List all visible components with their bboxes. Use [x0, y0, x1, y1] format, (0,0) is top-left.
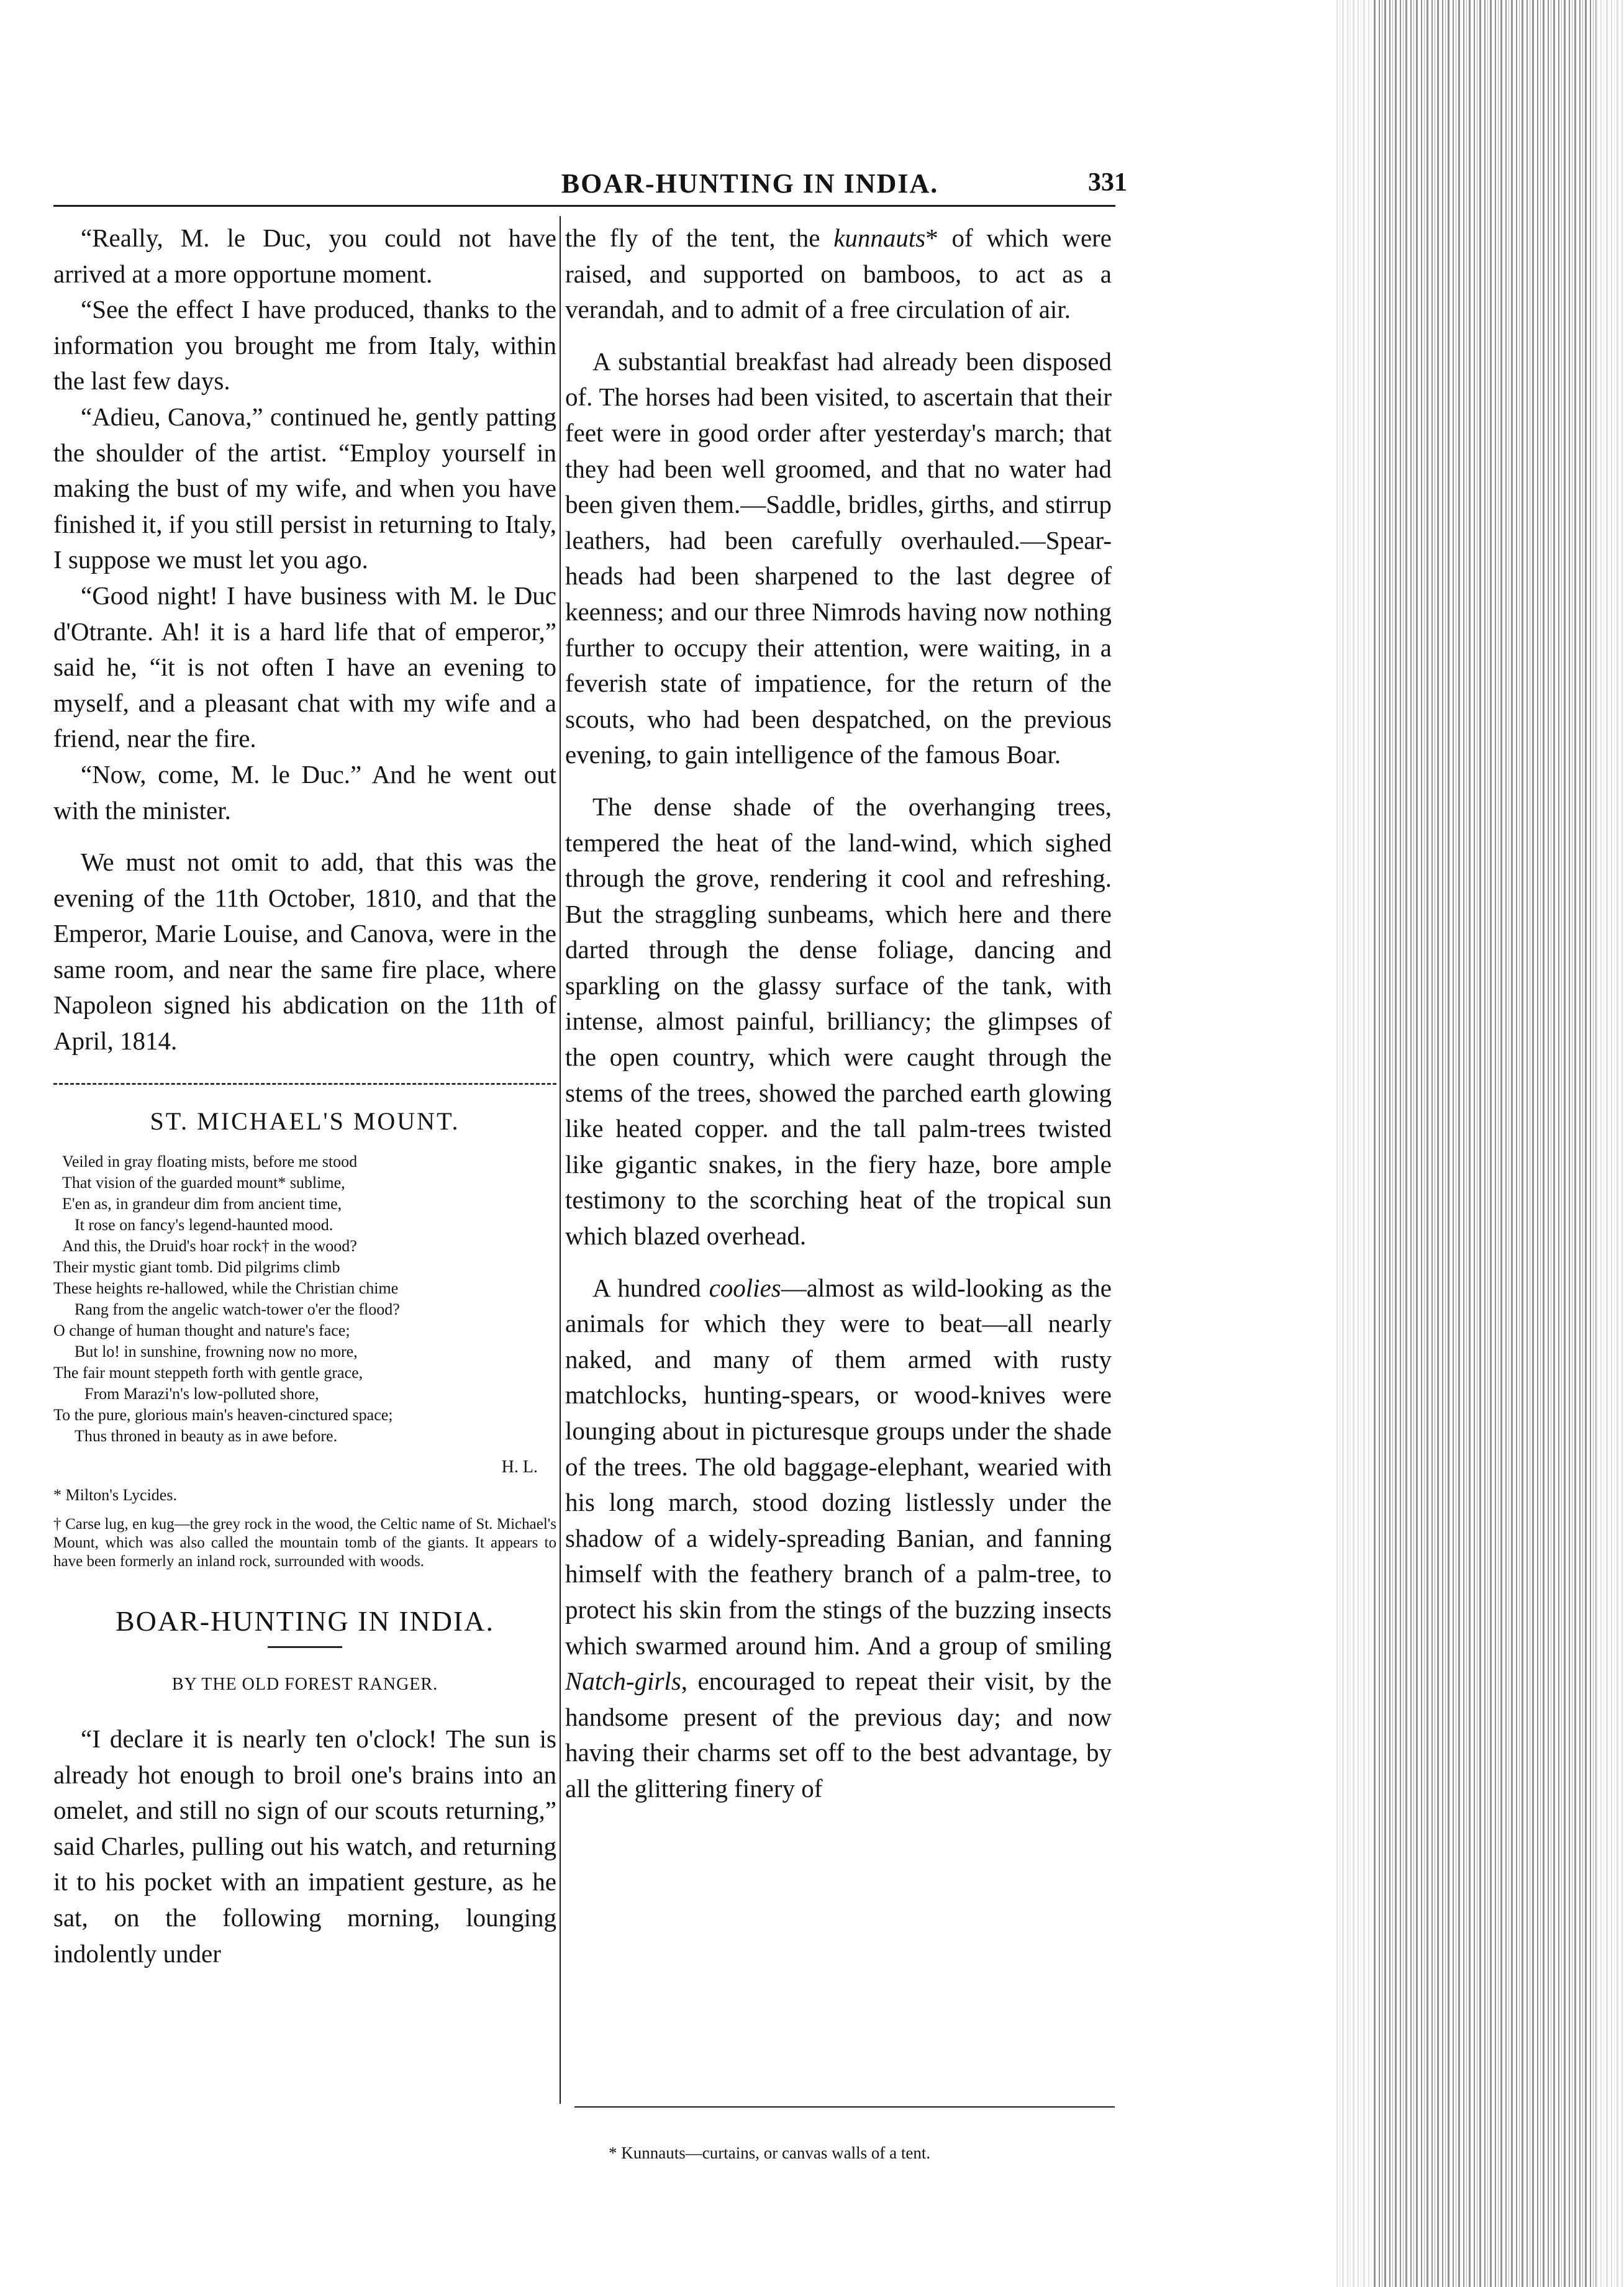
- right-column: [565, 220, 1112, 1807]
- poem: [53, 1151, 556, 1447]
- italic-term: coolies: [709, 1273, 781, 1302]
- text-run: the fly of the tent, the: [565, 224, 834, 252]
- poem-line: O change of human thought and nature's face;: [53, 1321, 350, 1340]
- paragraph: The dense shade of the overhanging trees, tempered the heat of the land-wind, which sighed through the grove, rendering it cool and refreshing. But the straggling sunbeams, which here and there darted through the dense foliage, dancing and sparkling on the glassy surface of the tank, with intense, almost painful, brilliancy; the glimpses of the open country, which were caught through the stems of the trees, showed the parched earth glowing like heated copper. and the tall palm-trees twisted like gigantic snakes, in the fiery haze, bore ample testimony to the scorching heat of the tropical sun which blazed overhead.: [565, 792, 1112, 1251]
- running-title: BOAR-HUNTING IN INDIA.: [561, 168, 939, 199]
- paragraph: [565, 1270, 1112, 1807]
- text-run: —almost as wild-looking as the animals for which they were to beat—all nearly naked, and many of them armed with rusty matchlocks, hunting-spears, or wood-knives were lounging about in picturesque groups under the shade of the trees. The old baggage-elephant, wearied with his long march, stood dozing listlessly under the shadow of a widely-spreading Banian, and fanning himself with the feathery branch of a palm-tree, to protect his skin from the stings of the buzzing insects which swarmed around him. And a group of smiling: [565, 1273, 1112, 1660]
- column-divider: [560, 216, 561, 2104]
- text-run: A hundred: [592, 1273, 709, 1302]
- poem-line: Thus throned in beauty as in awe before.: [75, 1427, 338, 1446]
- poem-footnote: † Carse lug, en kug—the grey rock in the wood, the Celtic name of St. Michael's Mount, which was also called the mountain tomb of the giants. It appears to have been formerly an inland rock, surrounded with woods.: [53, 1515, 556, 1570]
- poem-line: It rose on fancy's legend-haunted mood.: [75, 1216, 333, 1234]
- poem-footnote: * Milton's Lycides.: [53, 1485, 177, 1504]
- poem-line: Rang from the angelic watch-tower o'er the flood?: [75, 1300, 400, 1319]
- poem-title: ST. MICHAEL'S MOUNT.: [150, 1107, 460, 1135]
- poem-line: Veiled in gray floating mists, before me stood: [62, 1153, 358, 1171]
- paragraph: [565, 220, 1112, 328]
- poem-signature: H. L.: [501, 1457, 538, 1477]
- text-run: , encouraged to repeat their visit, by the handsome present of the previous day; and now having their charms set off to the best advantage, by all the glittering finery of: [565, 1667, 1112, 1803]
- italic-term: kunnauts: [833, 224, 926, 252]
- scan-edge-artifact: [1335, 0, 1624, 2287]
- page-number: 331: [1088, 168, 1127, 197]
- paragraph: “See the effect I have produced, thanks to the information you brought me from Italy, within the last few days.: [53, 295, 556, 396]
- poem-line: Their mystic giant tomb. Did pilgrims climb: [53, 1258, 340, 1277]
- poem-line: To the pure, glorious main's heaven-cinctured space;: [53, 1406, 393, 1424]
- left-column: [53, 220, 556, 1972]
- paragraph: “Adieu, Canova,” continued he, gently patting the shoulder of the artist. “Employ yourself in making the bust of my wife, and when you have finished it, if you still persist in returning to Italy, I suppose we must let you ago.: [53, 402, 556, 574]
- poem-line: But lo! in sunshine, frowning now no more,: [75, 1343, 358, 1361]
- section-divider: [53, 1083, 556, 1085]
- poem-line: And this, the Druid's hoar rock† in the wood?: [62, 1237, 357, 1256]
- paragraph: “Now, come, M. le Duc.” And he went out with the minister.: [53, 759, 556, 825]
- poem-line: These heights re-hallowed, while the Christian chime: [53, 1279, 399, 1298]
- poem-line: E'en as, in grandeur dim from ancient time,: [62, 1195, 342, 1213]
- running-header: [373, 163, 1127, 206]
- text-run: * of which were raised, and supported on bamboos, to act as a verandah, and to admit of a free circulation of air.: [565, 224, 1112, 324]
- article-paragraph: “I declare it is nearly ten o'clock! The sun is already hot enough to broil one's brains into an omelet, and still no sign of our scouts returning,” said Charles, pulling out his watch, and returning it to his pocket with an impatient gesture, as he sat, on the following morning, lounging indolently under: [53, 1724, 556, 1968]
- poem-line: The fair mount steppeth forth with gentle grace,: [53, 1364, 363, 1382]
- footnote: * Kunnauts—curtains, or canvas walls of a tent.: [609, 2144, 931, 2162]
- article-title: BOAR-HUNTING IN INDIA.: [116, 1605, 494, 1637]
- paragraph: “Really, M. le Duc, you could not have arrived at a more opportune moment.: [53, 224, 556, 288]
- italic-term: Natch-girls: [565, 1667, 681, 1696]
- article-byline: BY THE OLD FOREST RANGER.: [171, 1675, 438, 1695]
- paragraph: A substantial breakfast had already been disposed of. The horses had been visited, to ascertain that their feet were in good order after yesterday's march; that they had been well groomed, and that no water had been given them.—Saddle, bridles, girths, and stirrup leathers, had been carefully overhauled.—Spear-heads had been sharpened to the last degree of keenness; and our three Nimrods having now nothing further to occupy their attention, were waiting, in a feverish state of impatience, for the return of the scouts, who had been despatched, on the previous evening, to gain intelligence of the famous Boar.: [565, 346, 1112, 769]
- poem-line: From Marazi'n's low-polluted shore,: [84, 1385, 319, 1403]
- title-rule: [268, 1646, 342, 1648]
- header-rule: [53, 205, 1115, 207]
- poem-line: That vision of the guarded mount* sublime,: [62, 1174, 345, 1192]
- closing-paragraph: We must not omit to add, that this was the evening of the 11th October, 1810, and that the Emperor, Marie Louise, and Canova, were in the same room, and near the same fire place, where Napoleon signed his abdication on the 11th of April, 1814.: [53, 848, 556, 1056]
- paragraph: “Good night! I have business with M. le Duc d'Otrante. Ah! it is a hard life that of emperor,” said he, “it is not often I have an evening to myself, and a pleasant chat with my wife and a friend, near the fire.: [53, 581, 556, 753]
- footnote-rule: [574, 2106, 1115, 2108]
